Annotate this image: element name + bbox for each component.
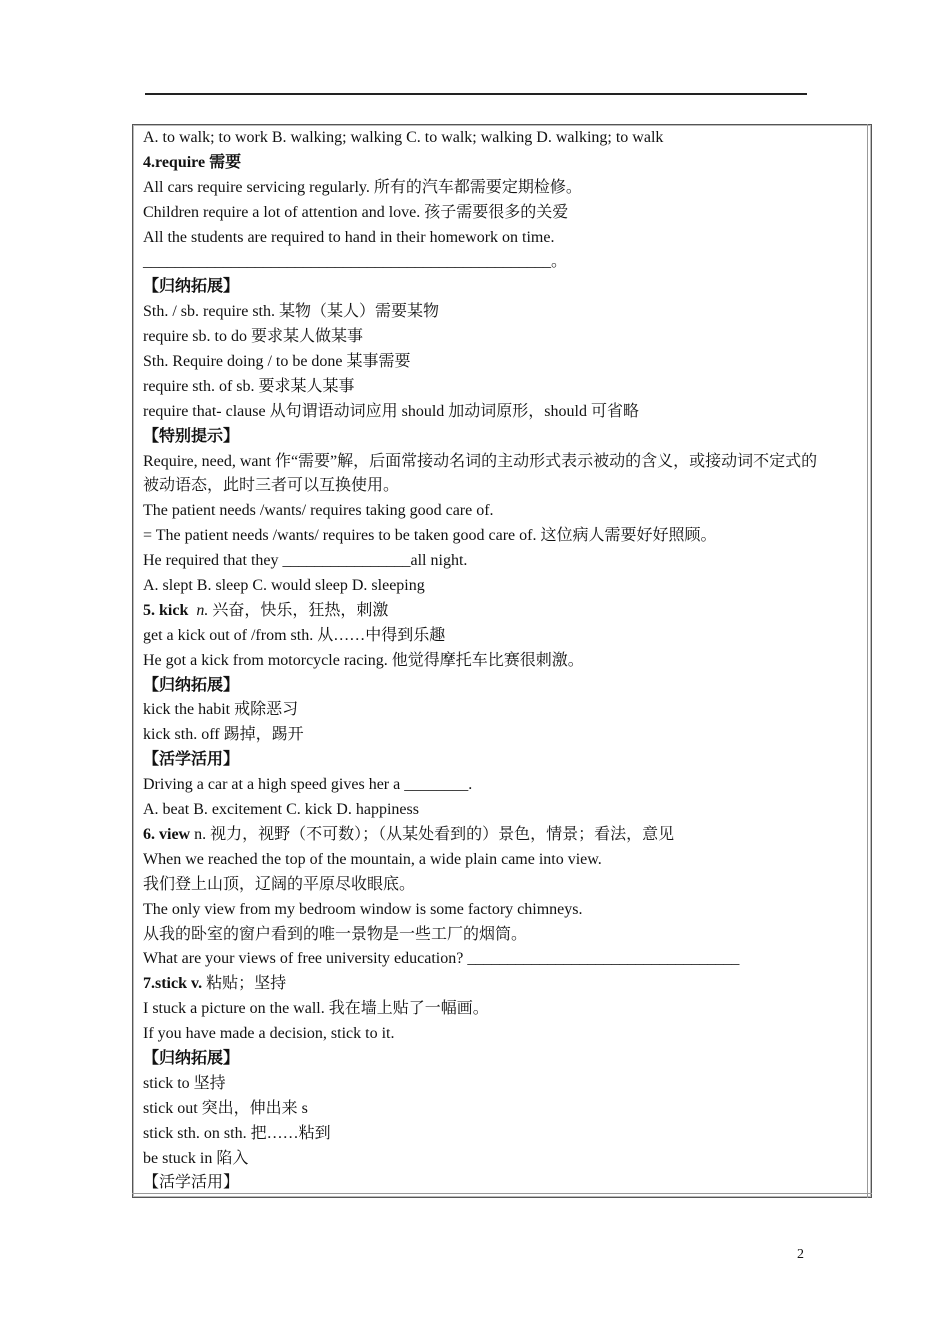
text-line: 从我的卧室的窗户看到的唯一景物是一些工厂的烟筒。	[143, 925, 528, 943]
text-line: be stuck in 陷入	[143, 1149, 249, 1167]
definition: 兴奋，快乐，狂热，刺激	[208, 601, 389, 619]
text-line: stick to 坚持	[143, 1074, 226, 1092]
text-line: He got a kick from motorcycle racing. 他觉得摩托车比赛很刺激。	[143, 651, 584, 669]
text-line: kick the habit 戒除恶习	[143, 701, 299, 719]
section-label: 【归纳拓展】	[143, 676, 240, 694]
page-number: 2	[797, 1247, 804, 1262]
section-label: 【活学活用】	[143, 1174, 240, 1192]
text-line: A. to walk; to work B. walking; walking C. to walk; walking D. walking; to walk	[143, 129, 664, 146]
definition: 粘贴；坚持	[202, 975, 287, 993]
text-line: require sth. of sb. 要求某人某事	[143, 377, 355, 395]
section-label: 【归纳拓展】	[143, 278, 240, 296]
heading-kick	[143, 599, 865, 624]
heading-kick-word: 5. kick	[143, 601, 189, 619]
text-line: stick out 突出，伸出来 s	[143, 1099, 308, 1117]
text-line: require that- clause 从句谓语动词应用 should 加动词原形，should 可省略	[143, 402, 639, 420]
text-line: Children require a lot of attention and love. 孩子需要很多的关爱	[143, 203, 569, 221]
text-line: Require, need, want 作“需要”解，后面常接动名词的主动形式表示被动的含义，或接动词不定式的	[143, 452, 818, 470]
section-label: 【特别提示】	[143, 427, 240, 445]
text-line: kick sth. off 踢掉，踢开	[143, 726, 304, 744]
heading-require: 4.require 需要	[143, 153, 242, 171]
text-line: require sb. to do 要求某人做某事	[143, 328, 363, 346]
text-line: When we reached the top of the mountain, a wide plain came into view.	[143, 850, 602, 868]
content-area	[143, 126, 865, 1196]
text-line: 我们登上山顶，辽阔的平原尽收眼底。	[143, 875, 416, 893]
heading-stick	[143, 972, 865, 997]
header-rule	[145, 93, 807, 95]
text-line: = The patient needs /wants/ requires to be taken good care of. 这位病人需要好好照顾。	[143, 527, 717, 545]
text-line: All the students are required to hand in their homework on time.	[143, 228, 555, 246]
part-of-speech: n.	[196, 601, 209, 619]
text-line: All cars require servicing regularly. 所有的汽车都需要定期检修。	[143, 178, 582, 196]
text-line: get a kick out of /from sth. 从……中得到乐趣	[143, 626, 446, 644]
text-line: What are your views of free university education? __________________________________	[143, 950, 740, 968]
text-line: He required that they ________________all night.	[143, 552, 468, 570]
section-label: 【活学活用】	[143, 751, 240, 769]
heading-view	[143, 823, 865, 848]
heading-stick-word: 7.stick v.	[143, 975, 203, 993]
definition: n. 视力，视野（不可数）；（从某处看到的）景色，情景；看法，意见	[190, 825, 675, 843]
text-line: Sth. / sb. require sth. 某物（某人）需要某物	[143, 303, 439, 321]
text-line: If you have made a decision, stick to it.	[143, 1025, 395, 1043]
text-line: Driving a car at a high speed gives her a ________.	[143, 776, 473, 794]
text-line: A. slept B. sleep C. would sleep D. sleeping	[143, 577, 425, 595]
text-line: A. beat B. excitement C. kick D. happiness	[143, 801, 419, 819]
section-label: 【归纳拓展】	[143, 1049, 240, 1067]
blank-line: ___________________________________________________。	[143, 253, 568, 271]
text-line: 被动语态，此时三者可以互换使用。	[143, 477, 400, 495]
text-line: The patient needs /wants/ requires taking good care of.	[143, 502, 494, 520]
table-border-right	[867, 124, 868, 1198]
heading-view-word: 6. view	[143, 825, 191, 843]
text-line: stick sth. on sth. 把……粘到	[143, 1124, 331, 1142]
text-line: Sth. Require doing / to be done 某事需要	[143, 353, 411, 371]
text-line: The only view from my bedroom window is some factory chimneys.	[143, 900, 583, 918]
text-line: I stuck a picture on the wall. 我在墙上贴了一幅画。	[143, 1000, 489, 1018]
